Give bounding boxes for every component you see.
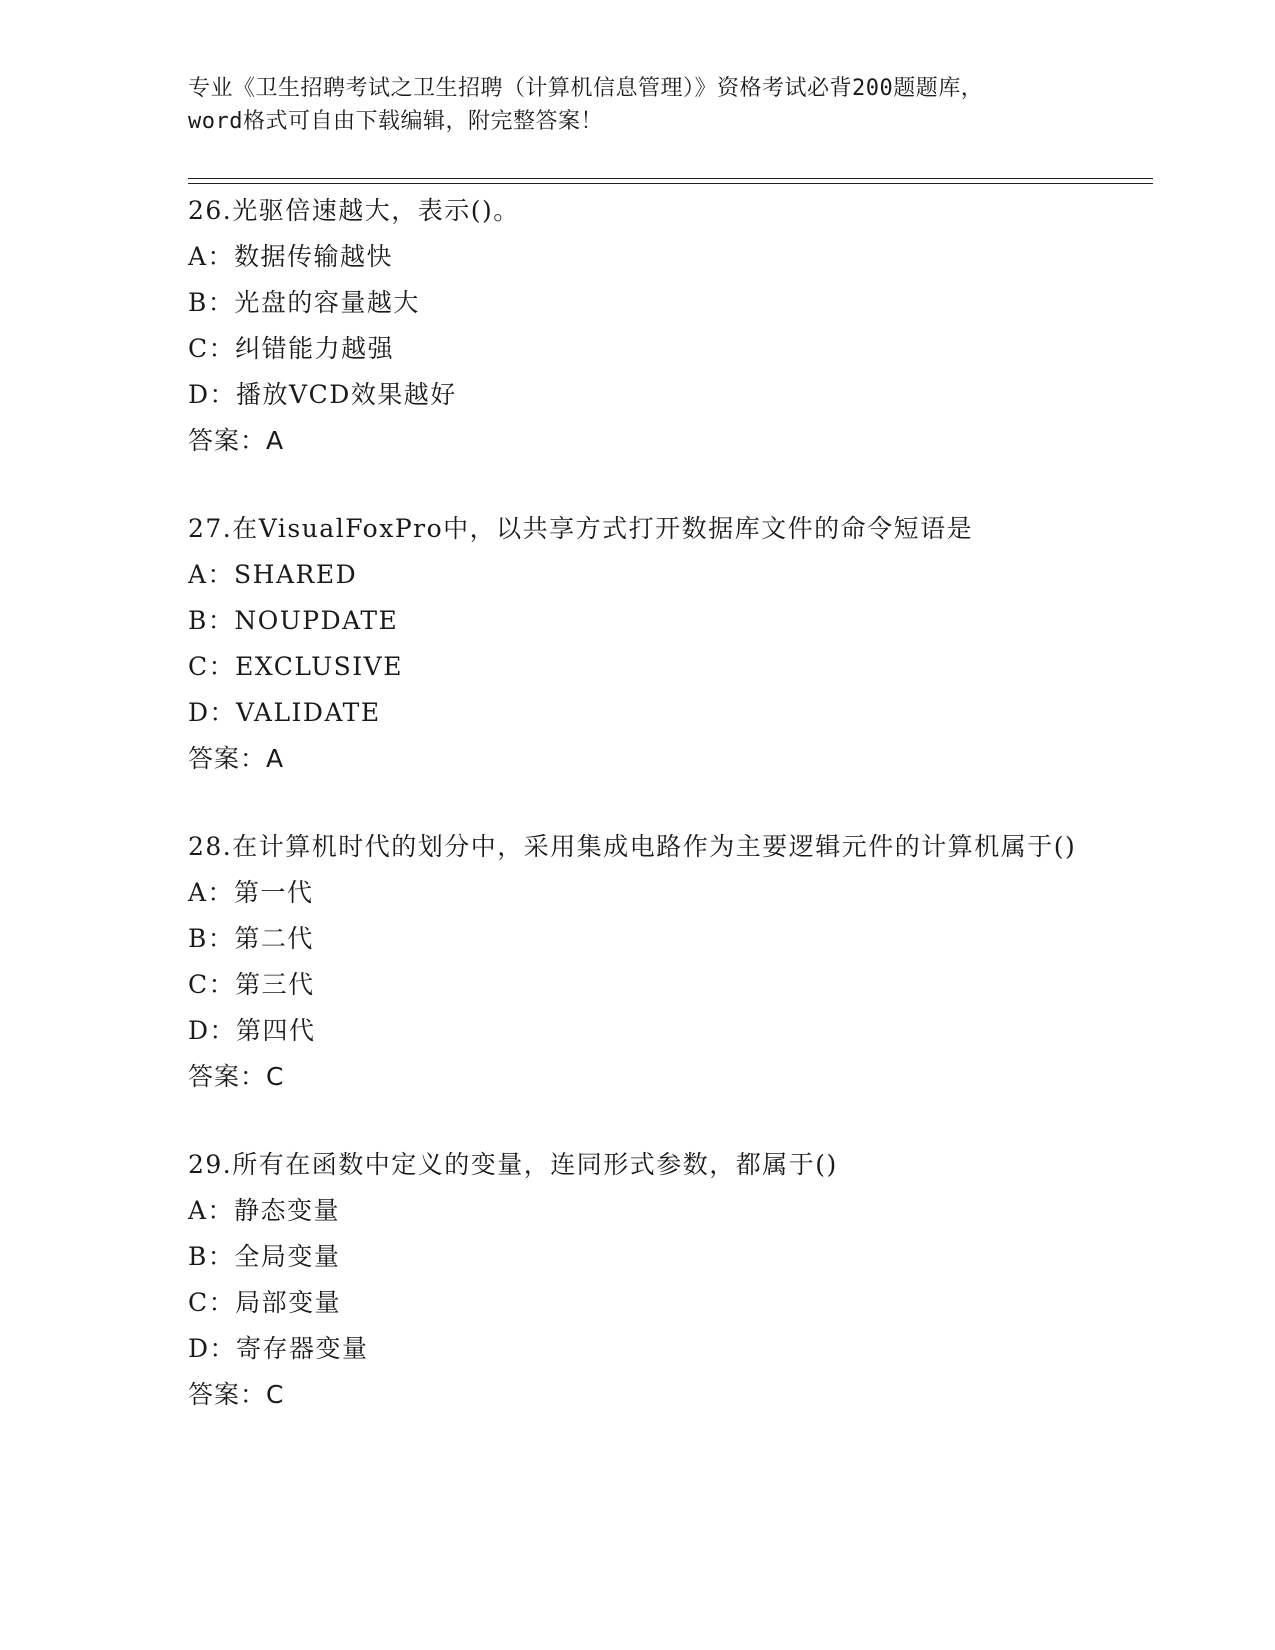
question-list [188, 188, 1153, 1460]
option-a: A：第一代 [188, 878, 314, 907]
option-d: D：VALIDATE [188, 698, 381, 727]
answer-label: 答案：A [188, 426, 285, 455]
question-text: 27.在VisualFoxPro中，以共享方式打开数据库文件的命令短语是 [188, 514, 974, 543]
question-27 [188, 506, 1153, 782]
answer-label: 答案：A [188, 744, 285, 773]
header-line-1: 专业《卫生招聘考试之卫生招聘（计算机信息管理）》资格考试必背200题题库， [188, 76, 984, 101]
question-text: 29.所有在函数中定义的变量，连同形式参数，都属于() [188, 1150, 838, 1179]
header-divider-bottom [188, 183, 1153, 184]
question-text: 26.光驱倍速越大，表示()。 [188, 196, 520, 225]
option-a: A：数据传输越快 [188, 242, 394, 271]
question-28 [188, 824, 1153, 1100]
option-a: A：SHARED [188, 560, 358, 589]
option-c: C：纠错能力越强 [188, 334, 395, 363]
option-c: C：第三代 [188, 970, 315, 999]
header-line-2: word格式可自由下载编辑，附完整答案！ [188, 109, 603, 134]
option-c: C：局部变量 [188, 1288, 342, 1317]
option-c: C：EXCLUSIVE [188, 652, 403, 681]
option-d: D：播放VCD效果越好 [188, 380, 457, 409]
answer-label: 答案：C [188, 1062, 285, 1091]
header-divider-top [188, 178, 1153, 179]
question-26 [188, 188, 1153, 464]
answer-label: 答案：C [188, 1380, 285, 1409]
option-d: D：第四代 [188, 1016, 316, 1045]
option-a: A：静态变量 [188, 1196, 341, 1225]
option-b: B：光盘的容量越大 [188, 288, 420, 317]
option-b: B：NOUPDATE [188, 606, 399, 635]
option-b: B：全局变量 [188, 1242, 341, 1271]
question-29 [188, 1142, 1153, 1418]
option-b: B：第二代 [188, 924, 314, 953]
document-header [188, 72, 1088, 138]
option-d: D：寄存器变量 [188, 1334, 369, 1363]
question-text: 28.在计算机时代的划分中，采用集成电路作为主要逻辑元件的计算机属于() [188, 832, 1077, 861]
